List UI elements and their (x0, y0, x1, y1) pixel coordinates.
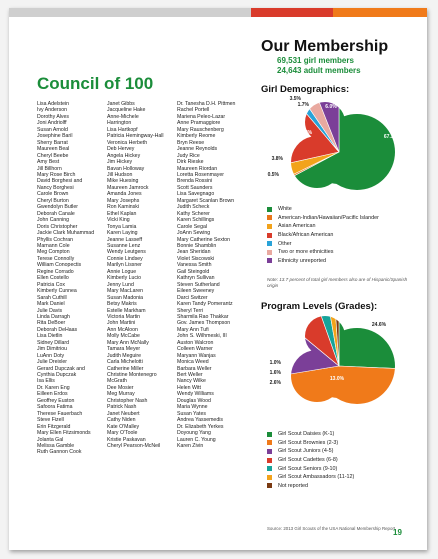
levels-legend-item (267, 439, 354, 448)
council-member-name: Angela Hickey (107, 152, 141, 159)
council-member-name: Cheryl Beebe (37, 152, 69, 159)
council-member-name: Andrea Yassemedis (177, 417, 223, 424)
council-member-name: Rita DeBoer (37, 320, 66, 327)
council-member-name: Dorothy Alves (37, 113, 70, 120)
council-member-name: Patricia Cox (37, 281, 65, 288)
council-member-name: David Borghesi and (37, 178, 83, 185)
council-member-name: Sherry Barrat (37, 139, 68, 146)
council-member-name: Kathy Scherer (177, 210, 210, 217)
council-member-name: John Canning (37, 217, 70, 224)
council-member-name: Tonya Lamia (107, 223, 137, 230)
demographics-data-label: 3.8% (271, 156, 283, 162)
demographics-title: Girl Demographics: (261, 84, 350, 95)
council-member-name: Phyllis Cochran (37, 236, 74, 243)
council-member-name: Mariena Peleo-Lazar (177, 113, 226, 120)
council-member-name: Gov. James Thompson (177, 320, 231, 327)
council-member-name: Ann McAloon (107, 326, 138, 333)
council-member-name: Tamara Meyer (107, 346, 141, 353)
council-member-name: Jim Dimitriou (37, 346, 67, 353)
levels-legend-item (267, 464, 354, 473)
membership-title: Our Membership (261, 38, 389, 55)
council-member-name: Victoria Martin (107, 313, 141, 320)
council-member-name: Judith Scheck (177, 204, 210, 211)
council-member-name: Barbara Weller (177, 365, 212, 372)
demographics-data-label: 6.0% (325, 104, 337, 110)
levels-legend-swatch (267, 432, 272, 437)
levels-data-label: 24.6% (371, 322, 387, 328)
council-member-name: Kimberly Lucio (107, 275, 142, 282)
top-color-bar-orange (333, 8, 427, 17)
council-member-name: Mary Ann McNally (107, 339, 149, 346)
council-member-name: Bonnie Shamblin (177, 242, 217, 249)
council-member-name: Mary Rauschenberg (177, 126, 224, 133)
council-member-name: Susan Yates (177, 410, 206, 417)
council-member-name: Lisa Dietlin (37, 333, 63, 340)
council-member-name: Erin Fitzgerald (37, 423, 71, 430)
council-member-name: Maryann Wanjas (177, 352, 216, 359)
council-member-name: Cheryl Pearson-McNeil (107, 443, 161, 450)
council-member-name: Vicki King (107, 217, 130, 224)
council-member-name: Maureen Beal (37, 146, 70, 153)
council-member-name: Kathryn Sullivan (177, 275, 215, 282)
levels-legend-swatch (267, 449, 272, 454)
levels-data-label: 1.6% (269, 370, 281, 376)
levels-legend-swatch (267, 483, 272, 488)
council-member-name: Jeanne Lasseff (107, 236, 143, 243)
council-member-name: Jim Hickey (107, 159, 133, 166)
council-member-name: Sharmila Rao Thakkar (177, 313, 229, 320)
council-member-name: Kimberly Reome (177, 133, 216, 140)
council-member-name: Darci Switzer (177, 294, 208, 301)
council-member-name: Gail Steingold (177, 268, 210, 275)
source-note: Source: 2013 Girl Scouts of the USA National Membership Report (267, 526, 396, 531)
council-member-name: Wendy Leutgens (107, 249, 146, 256)
council-member-name: Estelle Markham (107, 307, 146, 314)
council-member-name: Mary Ann Tufi (177, 326, 209, 333)
council-member-name: Regine Corrado (37, 268, 74, 275)
council-member-name: Molly McCabe (107, 333, 140, 340)
council-member-name: Steven Sutherland (177, 281, 220, 288)
council-member-name: Marnann Cole (37, 242, 70, 249)
council-member-name: Monica Weed (177, 359, 209, 366)
council-member-name: Carole Segal (177, 223, 207, 230)
council-member-name: Dee Mosier (107, 384, 134, 391)
name-column-2 (107, 101, 164, 449)
council-member-name: Deb Hervey (107, 146, 135, 153)
council-member-name: Mary Josephs (107, 197, 140, 204)
council-member-name: Deborah DeHaas (37, 326, 78, 333)
council-member-name: Anne-Michele (107, 113, 139, 120)
levels-legend-swatch (267, 475, 272, 480)
levels-chart (271, 308, 421, 412)
demographics-legend-swatch (267, 207, 272, 212)
council-member-name: Jacqueline Hake (107, 107, 146, 114)
levels-legend-label: Not reported (278, 482, 308, 489)
council-member-name: Bryn Reese (177, 139, 205, 146)
council-member-name: Sarah Cuthill (37, 294, 67, 301)
council-member-name: Jackie Clark Muhammad (37, 230, 95, 237)
council-member-name: Julie Davis (37, 307, 63, 314)
council-member-name: Douglas Wood (177, 397, 211, 404)
council-member-name: Mary Ellen Fitzsimonds (37, 430, 91, 437)
demographics-legend-label: Two or more ethnicities (278, 249, 334, 256)
council-member-name: Cynthia Dupczak (37, 372, 77, 379)
council-member-name: Annie Logue (107, 268, 137, 275)
council-member-name: Maureen Jamrock (107, 184, 149, 191)
council-member-name: Mark Daniel (37, 301, 65, 308)
demographics-legend-swatch (267, 258, 272, 263)
demographics-legend-label: American-Indian/Hawaiian/Pacific Islander (278, 214, 379, 221)
council-member-name: Dr. Tanesha D.H. Pittmen (177, 101, 236, 107)
demographics-legend-item (267, 214, 379, 223)
council-member-name: Dirk Rieske (177, 159, 204, 166)
council-member-name: Christopher Nash (107, 397, 148, 404)
council-member-name: McGrath (107, 378, 127, 385)
levels-legend-item (267, 447, 354, 456)
council-member-name: Colleen Warner (177, 346, 213, 353)
council-member-name: Auston Walcron (177, 339, 214, 346)
council-member-name: Karen Zivin (177, 443, 204, 450)
levels-title: Program Levels (Grades): (261, 301, 378, 312)
council-member-name: Kristie Paskavan (107, 436, 146, 443)
levels-legend-label: Girl Scout Juniors (4-5) (278, 448, 334, 455)
council-member-name: Susan Arnold (37, 126, 68, 133)
demographics-legend-item (267, 239, 379, 248)
levels-legend-item (267, 456, 354, 465)
demographics-legend-item (267, 205, 379, 214)
demographics-legend-label: Black/African American (278, 232, 334, 239)
council-member-name: Melissa Gamble (37, 443, 75, 450)
council-member-name: Anne Pramaggiore (177, 120, 221, 127)
council-member-name: Ruth Gannon Cook (37, 449, 82, 456)
council-member-name: Cheryl Burton (37, 197, 69, 204)
demographics-legend-swatch (267, 224, 272, 229)
council-member-name: Wendy Williams (177, 391, 214, 398)
council-member-name: Josephine Baril (37, 133, 73, 140)
council-member-name: Nancy Wilke (177, 378, 206, 385)
council-member-name: Lisa Savegnago (177, 191, 215, 198)
council-member-name: Vanessa Smith (177, 262, 212, 269)
demographics-data-label: 67.3% (383, 134, 399, 140)
levels-legend-label: Girl Scout Brownies (2-3) (278, 439, 339, 446)
council-member-name: Jenny Lund (107, 281, 134, 288)
name-column-3 (177, 101, 235, 449)
council-member-name: Linda Darragh (37, 313, 70, 320)
council-member-name: Margaret Scanlan Brown (177, 197, 235, 204)
demographics-data-label: 1.7% (297, 102, 309, 108)
levels-legend-swatch (267, 458, 272, 463)
demographics-legend-swatch (267, 215, 272, 220)
demographics-legend-item (267, 248, 379, 257)
council-member-name: Loretta Rosenmayer (177, 171, 224, 178)
council-member-name: Safoora Fatima (37, 404, 73, 411)
council-member-name: Eileen Sweeney (177, 288, 215, 295)
document-page (9, 8, 427, 550)
council-member-name: Lauren C. Young (177, 436, 216, 443)
council-member-name: Judith Meguire (107, 352, 142, 359)
council-member-name: Ellen Costello (37, 275, 69, 282)
council-member-name: Meg Murray (107, 391, 135, 398)
council-member-name: Mike Huesing (107, 178, 139, 185)
council-member-name: Violet Siscowski (177, 255, 215, 262)
council-member-name: Jolanta Gal (37, 436, 64, 443)
levels-data-label: 13.0% (329, 376, 345, 382)
council-member-name: Doyoung Yang (177, 430, 211, 437)
council-member-name: Catherine Miller (107, 365, 144, 372)
top-color-bar-gray (9, 8, 251, 17)
council-member-name: Bert Weller (177, 372, 203, 379)
council-member-name: Carla Michelotti (107, 359, 143, 366)
demographics-legend-item (267, 257, 379, 266)
council-member-name: Maureen Riordan (177, 165, 218, 172)
demographics-data-label: 3.5% (289, 96, 301, 102)
council-member-name: Mary O'Toole (107, 430, 138, 437)
council-member-name: Patricia Hemingway-Hall (107, 133, 164, 140)
demographics-chart (267, 94, 421, 194)
council-member-name: Dr. Karen Eng (37, 384, 70, 391)
levels-legend-label: Girl Scout Daisies (K-1) (278, 431, 335, 438)
council-member-name: Ivy Anderson (37, 107, 67, 114)
council-member-name: Jill Billhorn (37, 165, 62, 172)
demographics-legend-label: White (278, 206, 292, 213)
council-member-name: Veronica Herbeth (107, 139, 148, 146)
council-member-name: Amy Best (37, 159, 60, 166)
levels-legend-item (267, 430, 354, 439)
council-member-name: Sheryl Terri (177, 307, 204, 314)
council-member-name: Brenda Rossini (177, 178, 213, 185)
demographics-legend (267, 205, 379, 265)
demographics-data-label: 17.3% (297, 130, 313, 136)
council-member-name: Susan Madonia (107, 294, 144, 301)
council-member-name: Gerard Dupczak and (37, 365, 85, 372)
council-member-name: Scott Saunders (177, 184, 213, 191)
demographics-legend-label: Ethnicity unreported (278, 257, 326, 264)
council-member-name: Mary Catherine Sexton (177, 236, 231, 243)
council-member-name: JoAnn Sewing (177, 230, 211, 237)
council-member-name: Judy Rice (177, 152, 200, 159)
council-member-name: Christine Montenegro (107, 372, 157, 379)
demographics-note: Note: 13.7 percent of total girl members also are of Hispanic/Spanish origin (267, 277, 408, 288)
demographics-legend-swatch (267, 233, 272, 238)
demographics-legend-swatch (267, 250, 272, 255)
council-member-name: Carole Brown (37, 191, 69, 198)
council-member-name: Maria Wynne (177, 404, 208, 411)
council-member-name: John Martini (107, 320, 136, 327)
council-member-name: Bavan Holloway (107, 165, 145, 172)
council-member-name: Lisa Hartkopf (107, 126, 138, 133)
council-member-name: Karen Laying (107, 230, 138, 237)
council-member-name: Helen Witt (177, 384, 201, 391)
council-member-name: Amanda Jones (107, 191, 142, 198)
top-color-bar-red (251, 8, 333, 17)
name-column-1 (37, 101, 94, 456)
council-member-name: Cathy Niden (107, 417, 136, 424)
council-member-name: Kimberly Cunnea (37, 288, 77, 295)
council-member-name: Isa Ellis (37, 378, 55, 385)
council-member-name: Patrick Nash (107, 404, 137, 411)
levels-data-label: 2.6% (269, 380, 281, 386)
council-member-name: Nancy Borghesi (37, 184, 74, 191)
council-member-name: Deborah Canale (37, 210, 75, 217)
council-member-name: Janet Gibbs (107, 101, 135, 107)
council-member-name: Karen Tandy Pomerantz (177, 301, 233, 308)
council-member-name: John S. Wilhmeski, III (177, 333, 227, 340)
council-member-name: Gwendolyn Butler (37, 204, 78, 211)
council-member-name: Karen Schillings (177, 217, 215, 224)
page-number: 19 (393, 528, 402, 537)
council-member-name: Jill Hudson (107, 171, 133, 178)
demographics-legend-item (267, 222, 379, 231)
council-member-name: Therese Fauerbach (37, 410, 83, 417)
council-member-name: Julie Dreixler (37, 359, 67, 366)
levels-legend-label: Girl Scout Ambassadors (11-12) (278, 474, 355, 481)
council-member-name: Geoffrey Euston (37, 397, 75, 404)
council-member-name: Terese Connolly (37, 255, 75, 262)
council-member-name: Joni Andriolff (37, 120, 67, 127)
council-member-name: Lisa Adelstein (37, 101, 70, 107)
levels-legend-swatch (267, 440, 272, 445)
council-member-name: Jean Sheridan (177, 249, 211, 256)
council-member-name: Mary Rose Birch (37, 171, 76, 178)
council-member-name: Steve Fizell (37, 417, 64, 424)
levels-legend-label: Girl Scout Seniors (9-10) (278, 465, 338, 472)
council-member-name: William Conopectis (37, 262, 82, 269)
levels-data-label: 1.0% (269, 360, 281, 366)
council-member-name: Sidney Dillard (37, 339, 70, 346)
council-member-name: Janet Neubert (107, 410, 140, 417)
council-title: Council of 100 (37, 74, 154, 93)
council-member-name: Marilyn Lissner (107, 262, 142, 269)
demographics-legend-label: Asian American (278, 223, 316, 230)
council-member-name: Eilleen Erdos (37, 391, 68, 398)
council-member-name: Dr. Elizabeth Yerkes (177, 423, 224, 430)
levels-legend-swatch (267, 466, 272, 471)
council-member-name: Jeanne Reynolds (177, 146, 218, 153)
levels-legend-label: Girl Scout Cadettes (6-8) (278, 457, 338, 464)
council-member-name: LuAnn Doty (37, 352, 65, 359)
council-member-name: Ron Kaminski (107, 204, 140, 211)
council-member-name: Kate O'Malley (107, 423, 140, 430)
girl-members-stat: 69,531 girl members (277, 56, 354, 65)
council-member-name: Betsy Makris (107, 301, 137, 308)
demographics-legend-item (267, 231, 379, 240)
council-member-name: Mary MacLaren (107, 288, 144, 295)
levels-legend-item (267, 482, 354, 491)
demographics-legend-swatch (267, 241, 272, 246)
levels-legend (267, 430, 354, 490)
council-member-name: Rachel Portell (177, 107, 210, 114)
demographics-legend-label: Other (278, 240, 292, 247)
council-member-name: Meg Compton (37, 249, 70, 256)
demographics-data-label: 0.5% (267, 172, 279, 178)
council-member-name: Harrington (107, 120, 132, 127)
council-member-name: Ethel Kaplan (107, 210, 137, 217)
council-member-name: Susanne Lenz (107, 242, 141, 249)
council-member-name: Connie Lindsey (107, 255, 143, 262)
adult-members-stat: 24,643 adult members (277, 66, 361, 75)
levels-legend-item (267, 473, 354, 482)
council-member-name: Doris Christopher (37, 223, 78, 230)
